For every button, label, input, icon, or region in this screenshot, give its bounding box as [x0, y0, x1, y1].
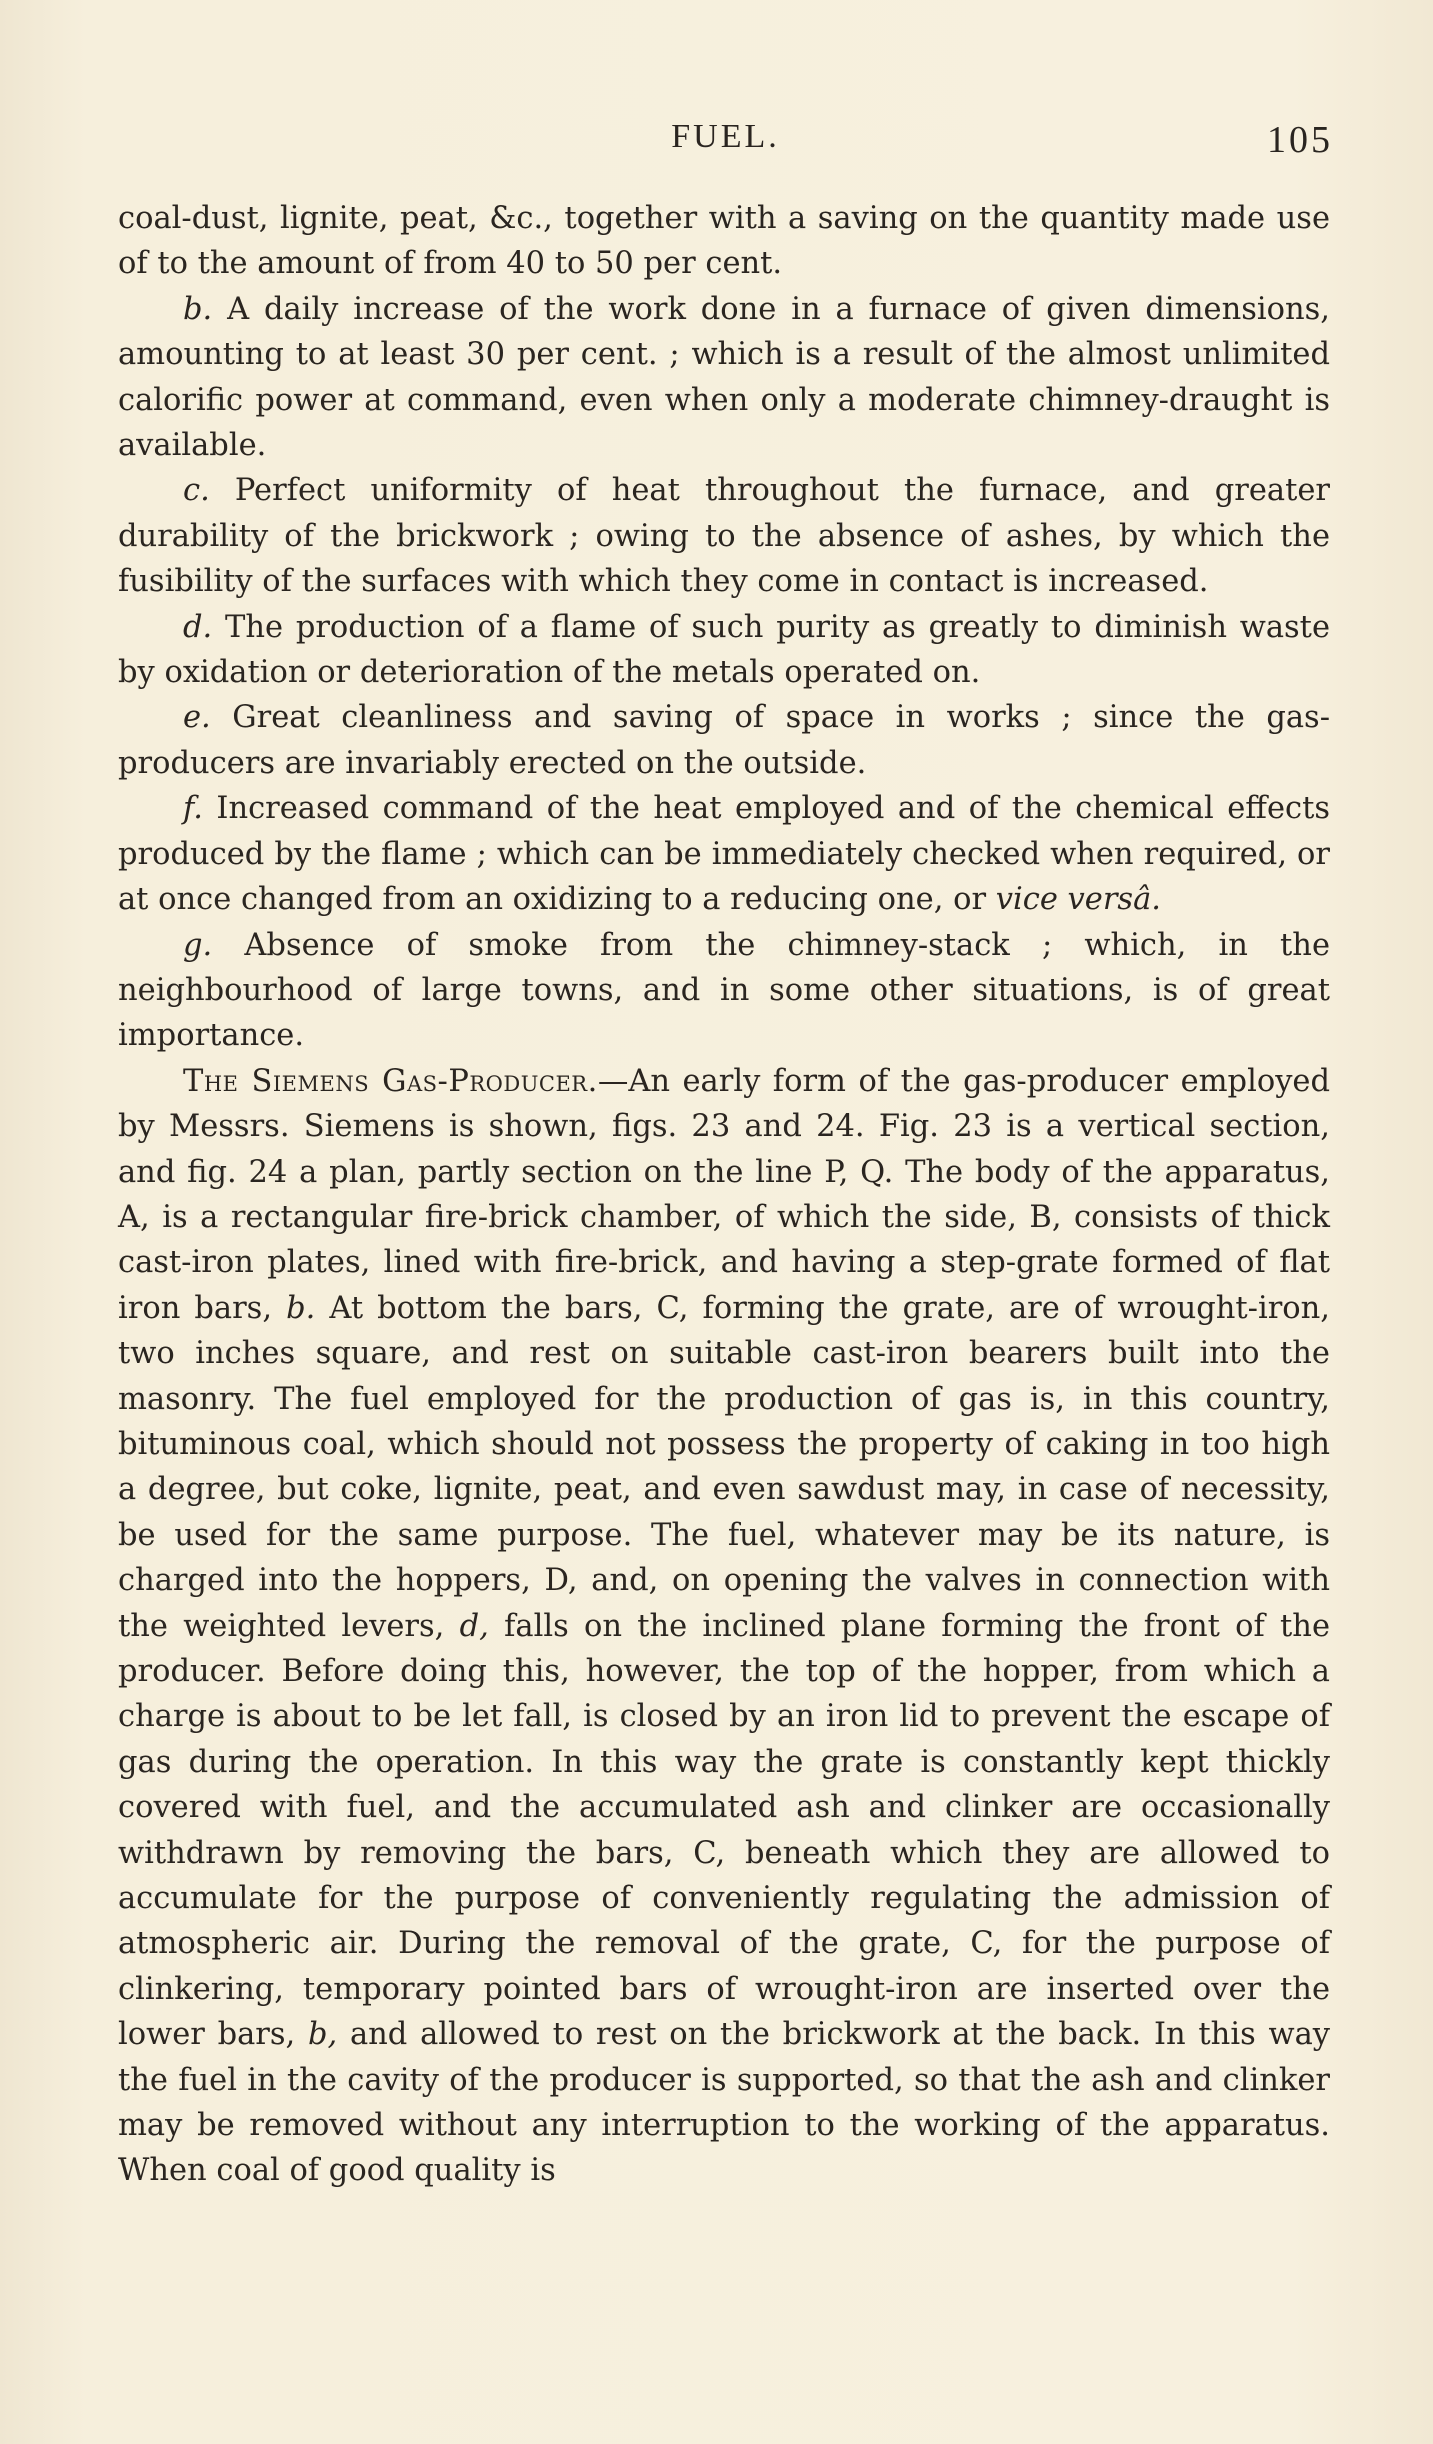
list-marker: g. — [183, 927, 213, 963]
section-paragraph — [118, 1059, 1330, 2194]
list-marker: b. — [183, 291, 213, 327]
paragraph-text: Great cleanliness and saving of space in works ; since the gas-producers are invariably erected on the outside. — [118, 700, 1331, 781]
list-item-c — [118, 468, 1330, 604]
paragraph-text: At bottom the bars, C, forming the grate, are of wrought-iron, two inches square, and rest on suitable cast-iron bearers built into the masonry. The fuel employed for the production of gas is, in this country, bituminous coal, which should not possess the property of caking in too high a degree, but coke, lignite, peat, and even sawdust may, in case of necessity, be used for the same purpose. The fuel, whatever may be its nature, is charged into the hoppers, D, and, on opening the valves in connection with the weighted levers, — [118, 1290, 1330, 1644]
paragraph-text: The production of a flame of such purity as greatly to diminish waste by oxidation or deterioration of the metals operated on. — [118, 609, 1330, 691]
italic-reference: d, — [459, 1608, 489, 1644]
list-item-g — [118, 923, 1330, 1059]
running-head — [118, 118, 1333, 178]
paragraph-text: —An early form of the gas-producer employed by Messrs. Siemens is shown, figs. 23 and 24. Fig. 23 is a vertical section, and fig. 24 a plan, partly section on the line P, Q. The body of the apparatus, A, is a rectangular fire-brick chamber, of which the side, B, consists of thick cast-iron plates, lined with fire-brick, and having a step-grate formed of flat iron bars, — [118, 1063, 1330, 1326]
body-text — [118, 196, 1330, 2194]
italic-reference: b. — [286, 1290, 316, 1326]
list-item-d — [118, 605, 1330, 696]
list-item-f — [118, 786, 1330, 922]
list-marker: f. — [183, 791, 203, 827]
paragraph-text: Increased command of the heat employed and of the chemical effects produced by the flame ; which can be immediately checked when required, or at once changed from an oxidizing to a reducing one, or — [118, 791, 1330, 918]
paragraph-text: falls on the inclined plane forming the front of the producer. Before doing this, however, the top of the hopper, from which a charge is about to be let fall, is closed by an iron lid to prevent the escape of gas during the operation. In this way the grate is constantly kept thickly covered with fuel, and the accumulated ash and clinker are occasionally withdrawn by removing the bars, C, beneath which they are allowed to accumulate for the purpose of conveniently regulating the admission of atmospheric air. During the removal of the grate, C, for the purpose of clinkering, temporary pointed bars of wrought-iron are inserted over the lower bars, — [118, 1608, 1330, 2053]
paragraph-text: and allowed to rest on the brickwork at the back. In this way the fuel in the cavity of the producer is supported, so that the ash and clinker may be removed without any interruption to the working of the apparatus. When coal of good quality is — [118, 2017, 1330, 2189]
italic-reference: b, — [308, 2017, 338, 2053]
list-marker: e. — [183, 700, 211, 736]
list-marker: c. — [183, 473, 210, 509]
section-heading: The Siemens Gas-Producer. — [183, 1063, 598, 1099]
paragraph-continuation — [118, 196, 1330, 287]
list-item-e — [118, 695, 1330, 786]
paragraph-text: A daily increase of the work done in a furnace of given dimensions, amounting to at least 30 per cent. ; which is a result of the almost unlimited calorific power at command, even when only a moderate chimney-draught is available. — [118, 291, 1330, 464]
paragraph-text: coal-dust, lignite, peat, &c., together with a saving on the quantity made use of to the amount of from 40 to 50 per cent. — [118, 201, 1330, 282]
page-number: 105 — [1267, 119, 1333, 161]
list-item-b — [118, 287, 1330, 469]
paragraph-text: Absence of smoke from the chimney-stack ; which, in the neighbourhood of large towns, and in some other situations, is of great importance. — [118, 927, 1330, 1054]
running-head-title: FUEL. — [671, 118, 780, 155]
italic-phrase: vice versâ. — [995, 882, 1161, 918]
paragraph-text: Perfect uniformity of heat throughout the furnace, and greater durability of the brickwork ; owing to the absence of ashes, by which the fusibility of the surfaces with which they come in contact is increased. — [118, 473, 1330, 600]
list-marker: d. — [183, 609, 213, 645]
